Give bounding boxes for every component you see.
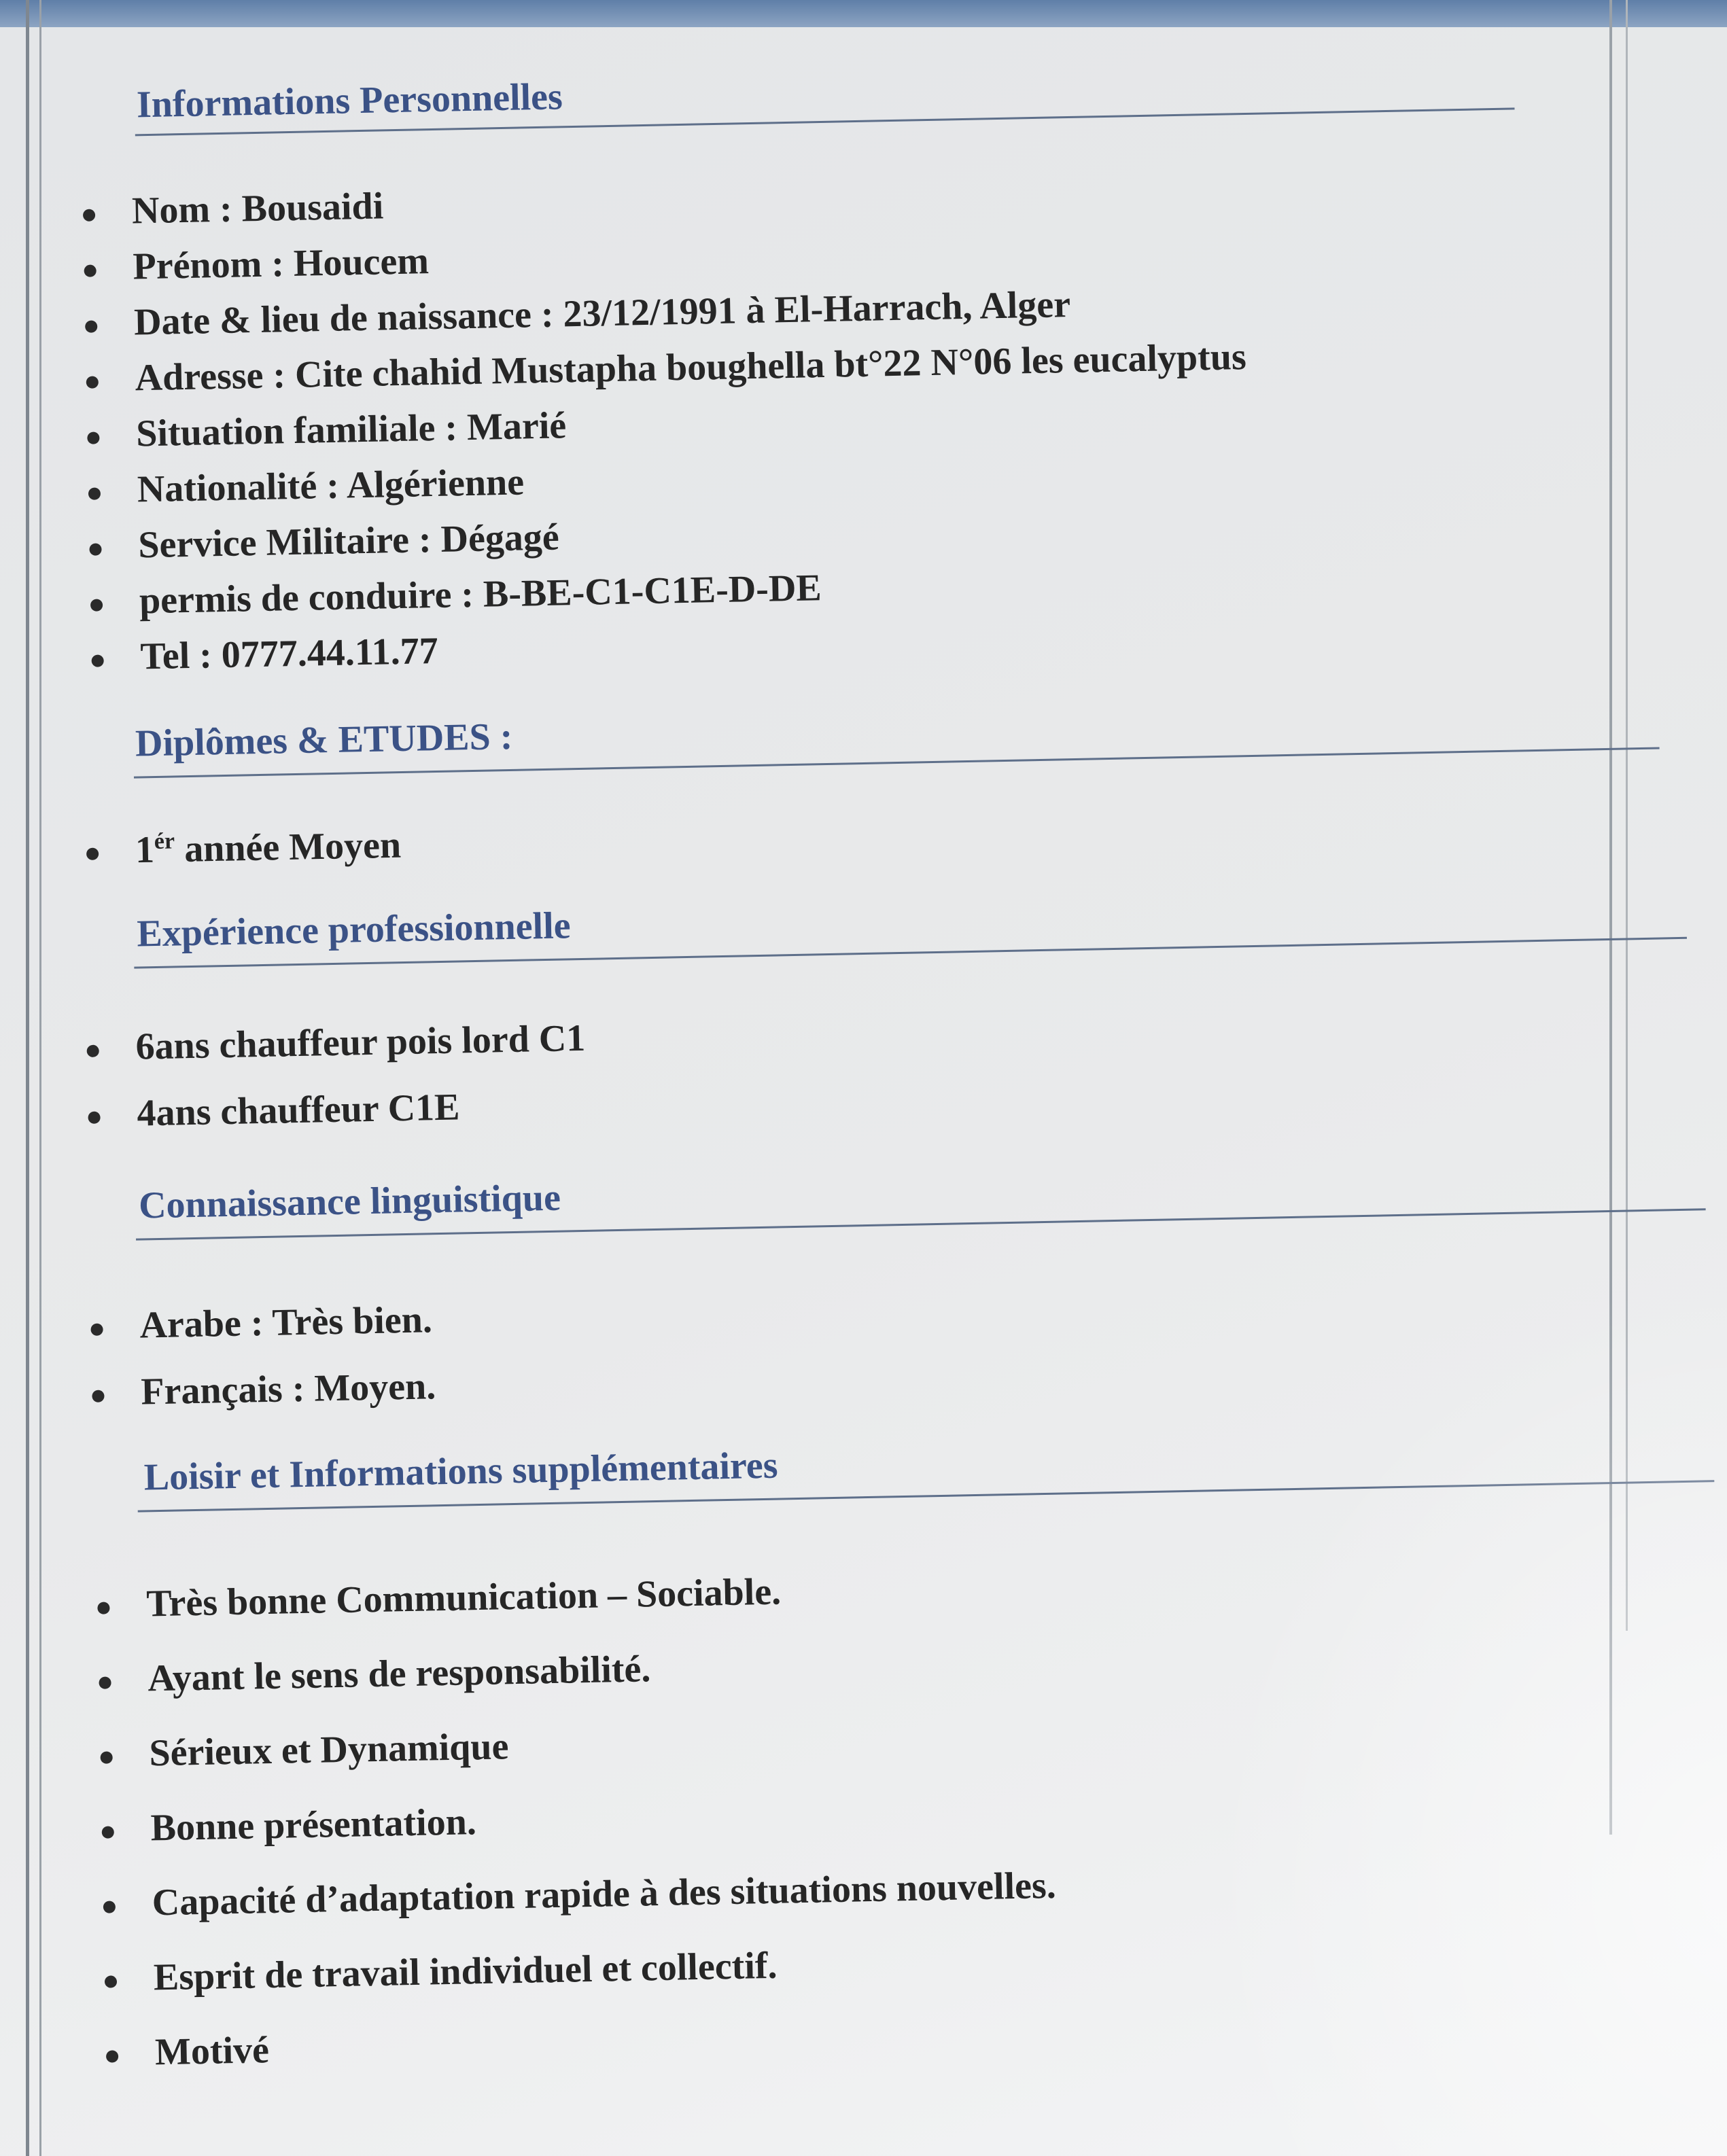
list-item: $1^{ér}$ année Moyen	[135, 826, 401, 869]
list-item: Français : Moyen.	[141, 1367, 436, 1411]
list-item: Adresse : Cite chahid Mustapha boughella bt°22 N°06 les eucalyptus	[135, 338, 1246, 397]
bullet-icon	[90, 599, 103, 611]
bullet-icon	[92, 654, 104, 667]
extra-list	[145, 1568, 1060, 2074]
list-item: permis de conduire : B-BE-C1-C1E-D-DE	[139, 561, 1251, 620]
bullet-icon	[84, 265, 96, 277]
bullet-icon	[103, 1901, 116, 1913]
list-item: Esprit de travail individuel et collectif.	[153, 1941, 1058, 1997]
list-item: Arabe : Très bien.	[139, 1301, 435, 1344]
bullet-icon	[102, 1826, 114, 1838]
bullet-icon	[89, 543, 101, 555]
bullet-icon	[86, 848, 99, 860]
list-item: 6ans chauffeur pois lord C1	[135, 1019, 586, 1066]
list-item: Sérieux et Dynamique	[149, 1717, 1053, 1773]
section-title-personal: Informations Personnelles	[136, 75, 563, 126]
section-title-extra: Loisir et Informations supplémentaires	[143, 1444, 779, 1499]
section-title-education: Diplômes & ETUDES :	[135, 715, 513, 765]
list-item: Service Militaire : Dégagé	[138, 505, 1250, 564]
bullet-icon	[99, 1676, 111, 1689]
bullet-icon	[86, 376, 99, 388]
list-item: Très bonne Communication – Sociable.	[146, 1568, 1051, 1623]
bullet-icon	[101, 1751, 113, 1763]
personal-info-list	[131, 171, 1252, 678]
list-item: 4ans chauffeur C1E	[137, 1086, 587, 1133]
cv-content	[41, 0, 1686, 2155]
bullet-icon	[88, 1112, 100, 1124]
bullet-icon	[87, 1045, 99, 1057]
bullet-icon	[90, 1324, 103, 1336]
bullet-icon	[106, 2050, 118, 2062]
page-border-left-inner	[39, 0, 41, 2156]
bullet-icon	[97, 1602, 109, 1614]
section-title-experience: Expérience professionnelle	[136, 904, 572, 955]
list-item: Nom : Bousaidi	[131, 171, 1243, 230]
list-item: Capacité d’adaptation rapide à des situations nouvelles.	[152, 1867, 1056, 1922]
list-item: Date & lieu de naissance : 23/12/1991 à El-Harrach, Alger	[134, 282, 1246, 341]
list-item: Tel : 0777.44.11.77	[140, 616, 1252, 675]
list-item: Ayant le sens de responsabilité.	[147, 1642, 1052, 1698]
education-list	[135, 824, 402, 872]
bullet-icon	[92, 1390, 104, 1402]
bullet-icon	[105, 1975, 117, 1987]
bullet-icon	[88, 487, 101, 499]
languages-list	[139, 1298, 436, 1413]
list-item: Prénom : Houcem	[133, 226, 1244, 285]
experience-list	[135, 1019, 587, 1133]
bullet-icon	[83, 209, 95, 222]
list-item: Situation familiale : Marié	[136, 393, 1248, 453]
page-border-left	[26, 0, 29, 2156]
bullet-icon	[87, 431, 99, 444]
bullet-icon	[85, 320, 97, 332]
list-item: Nationalité : Algérienne	[137, 449, 1249, 508]
list-item: Motivé	[154, 2016, 1059, 2072]
list-item: Bonne présentation.	[150, 1792, 1055, 1848]
section-title-languages: Connaissance linguistique	[138, 1176, 561, 1227]
